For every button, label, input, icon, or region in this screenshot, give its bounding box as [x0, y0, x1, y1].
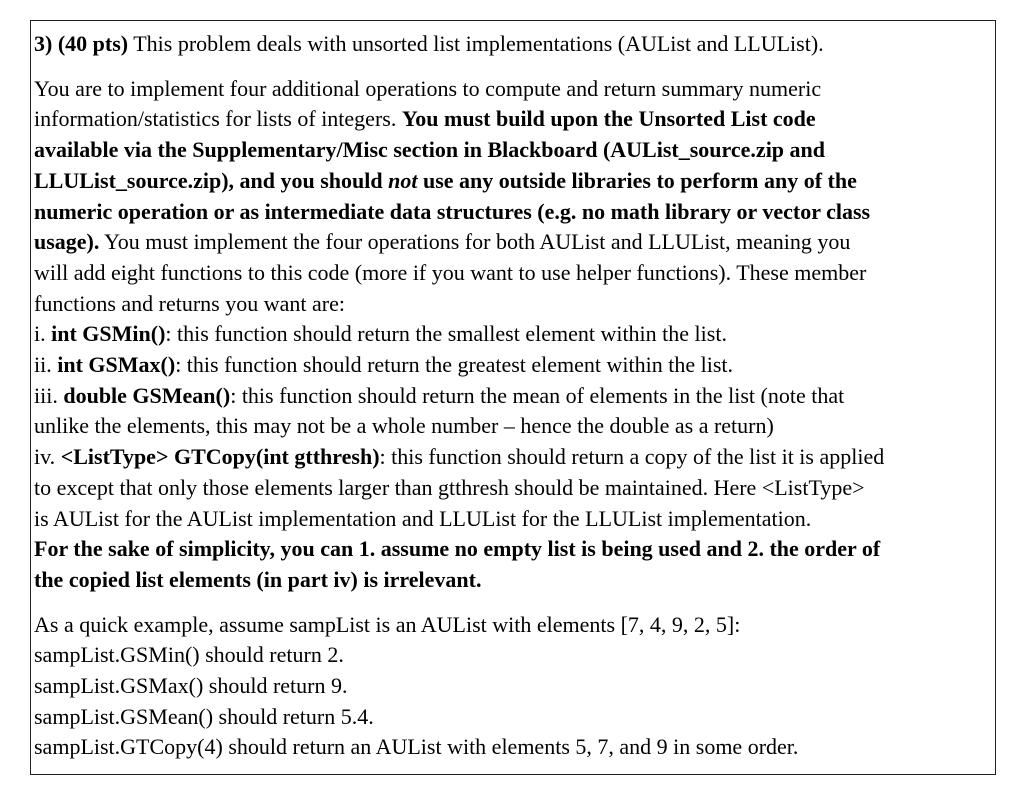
desc-bold-text: use any outside libraries to perform any of the [417, 167, 857, 193]
desc-line [34, 227, 992, 258]
example-line [34, 732, 992, 763]
problem-description [34, 74, 992, 596]
desc-line [34, 258, 992, 289]
example-line [34, 702, 992, 733]
list-item-gsmean [34, 381, 992, 412]
item-description: : this function should return a copy of the list it is applied [379, 444, 885, 470]
item-number: iii. [34, 382, 64, 408]
desc-bold-text: available via the Supplementary/Misc section in Blackboard (AUList_source.zip and [34, 137, 826, 163]
note-text: the copied list elements (in part iv) is irrelevant. [34, 566, 482, 592]
desc-bold-text: usage). [34, 229, 100, 255]
desc-text: will add eight functions to this code (more if you want to use helper functions). These member [34, 259, 867, 285]
item-signature: int GSMax() [57, 352, 176, 378]
list-item-gtcopy [34, 442, 992, 473]
list-item-gtcopy-cont [34, 473, 992, 504]
desc-bold-text: numeric operation or as intermediate data structures (e.g. no math library or vector class [34, 198, 871, 224]
desc-line [34, 74, 992, 105]
item-number: iv. [34, 444, 61, 470]
item-number: i. [34, 321, 52, 347]
item-description: : this function should return the mean of elements in the list (note that [230, 382, 845, 408]
item-description: : this function should return the greatest element within the list. [175, 352, 734, 378]
desc-text: functions and returns you want are: [34, 290, 345, 316]
desc-bold-text: LLUList_source.zip), and you should [34, 167, 389, 193]
problem-header [34, 29, 992, 60]
desc-line [34, 289, 992, 320]
list-item-gsmin [34, 319, 992, 350]
problem-number: 3) [34, 31, 53, 56]
item-description: to except that only those elements larger than gtthresh should be maintained. Here <ListType> [34, 474, 865, 500]
problem-points: (40 pts) [57, 31, 129, 56]
example-section [34, 610, 992, 764]
problem-intro: This problem deals with unsorted list implementations (AUList and LLUList). [128, 31, 824, 56]
desc-bold-text: You must build upon the Unsorted List code [401, 106, 816, 132]
example-text: sampList.GSMean() should return 5.4. [34, 703, 374, 729]
item-signature: int GSMin() [51, 321, 166, 347]
example-line [34, 610, 992, 641]
desc-emphasis-not: not [388, 167, 418, 193]
desc-text: information/statistics for lists of integers. [34, 106, 402, 132]
note-text: For the sake of simplicity, you can 1. assume no empty list is being used and 2. the order of [34, 536, 881, 562]
desc-line [34, 166, 992, 197]
desc-line [34, 197, 992, 228]
item-description: unlike the elements, this may not be a whole number – hence the double as a return) [34, 413, 774, 439]
problem-document [30, 20, 996, 775]
item-number: ii. [34, 352, 58, 378]
desc-line [34, 104, 992, 135]
simplicity-note [34, 565, 992, 596]
simplicity-note [34, 534, 992, 565]
desc-text: You must implement the four operations for both AUList and LLUList, meaning you [99, 229, 851, 255]
list-item-gsmax [34, 350, 992, 381]
problem-content [34, 29, 992, 763]
example-line [34, 671, 992, 702]
item-description: : this function should return the smallest element within the list. [165, 321, 727, 347]
example-text: sampList.GSMin() should return 2. [34, 642, 344, 668]
list-item-gsmean-cont [34, 411, 992, 442]
example-line [34, 640, 992, 671]
example-text: sampList.GSMax() should return 9. [34, 673, 348, 699]
example-text: sampList.GTCopy(4) should return an AUList with elements 5, 7, and 9 in some order. [34, 734, 799, 760]
item-signature: <ListType> GTCopy(int gtthresh) [60, 444, 380, 470]
desc-line [34, 135, 992, 166]
example-text: As a quick example, assume sampList is an AUList with elements [7, 4, 9, 2, 5]: [34, 611, 741, 637]
desc-text: You are to implement four additional operations to compute and return summary numeric [34, 75, 822, 101]
item-signature: double GSMean() [63, 382, 231, 408]
item-description: is AUList for the AUList implementation and LLUList for the LLUList implementation. [34, 505, 812, 531]
list-item-gtcopy-cont [34, 504, 992, 535]
